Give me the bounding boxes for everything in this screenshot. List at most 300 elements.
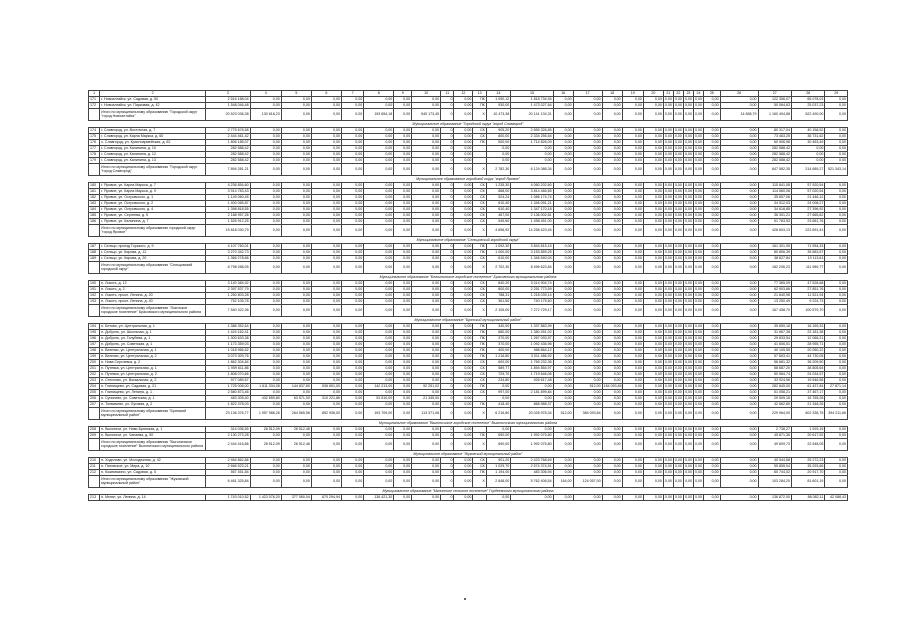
value-cell: 7 894 281,21 — [206, 164, 251, 176]
value-cell: 0,00 — [412, 97, 441, 103]
value-cell: 0,00 — [622, 336, 643, 342]
value-cell: 0,00 — [720, 244, 758, 250]
value-cell: СК — [473, 201, 486, 207]
value-cell: 0,00 — [250, 360, 281, 366]
value-cell: 602 338,75 — [791, 408, 824, 420]
column-number-cell: 25 — [703, 91, 720, 97]
address-cell: г. Яровое, ул. Калинина, д. 7 — [100, 219, 206, 225]
value-cell: 428 603,13 — [758, 225, 791, 237]
address-cell: Итого по муниципальному образованию городской округ "город Яровое" — [100, 225, 206, 237]
value-cell: 0,00 — [703, 183, 720, 189]
value-cell: 0,00 — [622, 342, 643, 348]
value-cell: 4 236 854,60 — [206, 183, 251, 189]
value-cell: 57 653,41 — [758, 354, 791, 360]
address-cell: г. Сельцо, ул. Кирова, д. 20 — [100, 256, 206, 262]
value-cell: 0,00 — [553, 164, 573, 176]
value-cell: ПК — [473, 384, 486, 390]
value-cell: 0,00 — [694, 366, 702, 371]
value-cell: 0,00 — [394, 140, 412, 146]
value-cell: 0,00 — [674, 354, 682, 359]
value-cell: 0,00 — [602, 287, 622, 293]
value-cell: 0,00 — [553, 195, 573, 201]
value-cell: 0,00 — [703, 470, 720, 476]
value-cell: 0,00 — [364, 390, 394, 396]
value-cell: 0,00 — [394, 324, 412, 330]
value-cell: 0,00 — [311, 293, 341, 299]
value-cell: 500,00 — [486, 140, 511, 146]
value-cell: 0,00 — [674, 342, 682, 347]
value-cell: 115 841,08 — [758, 183, 791, 189]
value-cell: 92 251,02 — [412, 384, 441, 390]
value-cell: 40 105,55 — [758, 348, 791, 354]
value-cell: 0,00 — [311, 256, 341, 262]
value-cell: 36 301,21 — [758, 213, 791, 219]
value-cell: СК — [473, 287, 486, 293]
value-cell: 0,00 — [643, 262, 663, 274]
value-cell: 0,00 — [341, 250, 363, 256]
value-cell: 0,00 — [281, 140, 311, 146]
value-cell: 0,00 — [573, 207, 602, 213]
value-cell: 0,00 — [553, 158, 573, 164]
value-cell: 0,00 — [643, 348, 663, 354]
value-cell: 589,77 — [486, 366, 511, 372]
value-cell: 0,00 — [825, 262, 848, 274]
value-cell: 0,00 — [454, 195, 473, 201]
value-cell: 0 — [441, 348, 454, 354]
value-cell: 0 — [441, 97, 454, 103]
value-cell: 0,00 — [694, 152, 702, 157]
address-cell: г. Яровое, ул. Сергеева, д. 5 — [100, 213, 206, 219]
value-cell: 0,00 — [643, 201, 663, 207]
value-cell: 0,00 — [394, 402, 412, 408]
value-cell: 0,00 — [341, 495, 363, 501]
value-cell: 0,00 — [674, 372, 682, 377]
value-cell: 670 294,94 — [311, 495, 341, 501]
value-cell: 0,00 — [643, 390, 663, 396]
value-cell: 0,00 — [825, 476, 848, 488]
value-cell: 0,00 — [311, 183, 341, 189]
value-cell: 0,00 — [643, 207, 663, 213]
value-cell: 0,00 — [674, 183, 682, 188]
value-cell: 0,00 — [454, 324, 473, 330]
value-cell: 0,00 — [394, 427, 412, 433]
value-cell: 282 588,42 — [206, 158, 251, 164]
value-cell: 0,00 — [703, 330, 720, 336]
row-number-cell — [89, 439, 100, 451]
value-cell: 0,00 — [364, 342, 394, 348]
value-cell: 0,00 — [694, 293, 702, 298]
value-cell: 0,00 — [394, 158, 412, 164]
value-cell: 977 089,57 — [206, 378, 251, 384]
value-cell: 0,00 — [602, 396, 622, 402]
value-cell: 0,00 — [281, 360, 311, 366]
value-cell: 0,00 — [553, 281, 573, 287]
value-cell: 0,00 — [703, 225, 720, 237]
value-cell: 0,00 — [250, 366, 281, 372]
value-cell: 0,00 — [673, 439, 683, 451]
value-cell: СК — [473, 207, 486, 213]
value-cell: 0,00 — [703, 354, 720, 360]
value-cell: 0,00 — [412, 342, 441, 348]
value-cell: 0,00 — [364, 201, 394, 207]
value-cell: 0,00 — [394, 372, 412, 378]
value-cell: 0,00 — [553, 183, 573, 189]
value-cell: 0,00 — [454, 109, 473, 121]
value-cell: 0,00 — [602, 348, 622, 354]
value-cell: 0,00 — [703, 164, 720, 176]
value-cell: 0,00 — [643, 250, 663, 256]
value-cell: 0,00 — [694, 287, 702, 292]
value-cell: 0,00 — [364, 470, 394, 476]
value-cell: 7 540 322,36 — [206, 305, 251, 317]
value-cell: 31 667,38 — [758, 330, 791, 336]
value-cell: 182 206,23 — [758, 262, 791, 274]
value-cell: 0,00 — [341, 109, 363, 121]
value-cell: 0 — [441, 336, 454, 342]
value-cell: 0,00 — [674, 433, 682, 438]
value-cell: 0,00 — [250, 470, 281, 476]
value-cell: 144 837,80 — [281, 384, 311, 390]
value-cell: 0,00 — [674, 207, 682, 212]
value-cell: 0,00 — [553, 330, 573, 336]
value-cell: 0,00 — [694, 183, 702, 188]
address-cell: п. Доброть, ул. Голубева, д. 1 — [100, 336, 206, 342]
value-cell: 282 588,42 — [206, 152, 251, 158]
value-cell: 0,00 — [703, 408, 720, 420]
value-cell: 0,00 — [341, 207, 363, 213]
value-cell: 0,00 — [394, 262, 412, 274]
value-cell: 0,00 — [643, 299, 663, 305]
address-cell: г. Новоалтайск, ул. Садовая, д. 50 — [100, 97, 206, 103]
value-cell: 0,00 — [412, 213, 441, 219]
page-marker-dot — [464, 598, 466, 600]
value-cell: 0,00 — [825, 324, 848, 330]
value-cell: 0,00 — [673, 476, 683, 488]
value-cell: 0,00 — [674, 97, 682, 102]
value-cell: 512,00 — [553, 408, 573, 420]
value-cell: 0,00 — [622, 305, 643, 317]
value-cell: 0 — [441, 262, 454, 274]
value-cell: 0,00 — [454, 189, 473, 195]
column-number-cell: 17 — [573, 91, 602, 97]
value-cell: 0,00 — [394, 97, 412, 103]
value-cell: 0,00 — [311, 103, 341, 109]
value-cell: 0,00 — [825, 305, 848, 317]
row-number-cell: 212 — [89, 470, 100, 476]
address-cell: Итого по муниципальному образованию "Брянский муниципальный район" — [100, 408, 206, 420]
value-cell: 0,00 — [281, 281, 311, 287]
value-cell: 0,00 — [394, 299, 412, 305]
value-cell: 0,00 — [364, 293, 394, 299]
value-cell: 0 — [441, 330, 454, 336]
value-cell: 0,00 — [250, 348, 281, 354]
value-cell: 0,00 — [643, 458, 663, 464]
value-cell: 0,00 — [602, 189, 622, 195]
value-cell: 0,00 — [602, 299, 622, 305]
value-cell: 0,00 — [673, 164, 683, 176]
value-cell: 0,00 — [311, 213, 341, 219]
value-cell: 51 763,53 — [758, 219, 791, 225]
value-cell: 0,00 — [622, 439, 643, 451]
value-cell: 0,00 — [394, 354, 412, 360]
value-cell: 0 — [441, 299, 454, 305]
value-cell: 0,00 — [694, 360, 702, 365]
value-cell: 1 424 162,41 — [206, 330, 251, 336]
value-cell: 2 580 873,46 — [206, 390, 251, 396]
value-cell: 0,00 — [412, 324, 441, 330]
value-cell: 4 060 202,60 — [511, 183, 553, 189]
section-heading-row — [89, 317, 848, 324]
column-number-cell: 5 — [281, 91, 311, 97]
value-cell: 122 356,07 — [758, 97, 791, 103]
value-cell: ПК — [473, 433, 486, 439]
address-cell: п. Толмачево, ул. Луговая, д. 2 — [100, 402, 206, 408]
value-cell: 0,00 — [720, 372, 758, 378]
value-cell: 0,00 — [412, 366, 441, 372]
value-cell: 0,00 — [674, 324, 682, 329]
value-cell: 0,00 — [511, 146, 553, 152]
value-cell: 0,00 — [553, 354, 573, 360]
value-cell: 20 523 036,38 — [206, 109, 251, 121]
value-cell: 0,00 — [454, 134, 473, 140]
value-cell: 3 073 309,76 — [206, 354, 251, 360]
value-cell: 88 082,11 — [791, 495, 824, 501]
value-cell: 0,00 — [643, 330, 663, 336]
value-cell: 0 — [441, 372, 454, 378]
value-cell: 0,00 — [825, 354, 848, 360]
row-number-cell: 186 — [89, 219, 100, 225]
value-cell: 0,00 — [573, 134, 602, 140]
value-cell: 0,00 — [311, 439, 341, 451]
value-cell: 0,00 — [674, 299, 682, 304]
value-cell: 0 — [441, 408, 454, 420]
value-cell: 0,00 — [394, 219, 412, 225]
row-number-cell — [89, 225, 100, 237]
value-cell: 0,00 — [703, 213, 720, 219]
value-cell: 37 467,17 — [791, 390, 824, 396]
address-cell: г. Славгород, ул. Калинина, д. 12 — [100, 152, 206, 158]
value-cell: 0,00 — [250, 164, 281, 176]
value-cell: СК — [473, 458, 486, 464]
value-cell: 0,00 — [664, 390, 672, 395]
value-cell: 0,00 — [454, 281, 473, 287]
value-cell: 0,00 — [825, 244, 848, 250]
value-cell: 0,00 — [684, 293, 692, 298]
value-cell: 0,00 — [281, 458, 311, 464]
value-cell: 483 306,94 — [511, 470, 553, 476]
value-cell: 1 957 988,26 — [250, 408, 281, 420]
value-cell: 0,00 — [454, 256, 473, 262]
value-cell: 0,00 — [281, 390, 311, 396]
value-cell: 0,00 — [364, 195, 394, 201]
value-cell: 0,00 — [643, 495, 663, 501]
value-cell: 36 731,62 — [791, 134, 824, 140]
value-cell: 0,00 — [664, 183, 672, 188]
column-number-cell: 9 — [394, 91, 412, 97]
value-cell: 0,00 — [341, 336, 363, 342]
value-cell: 0 — [441, 250, 454, 256]
value-cell: 0,00 — [454, 378, 473, 384]
value-cell: 0,00 — [250, 140, 281, 146]
value-cell: 0,00 — [643, 324, 663, 330]
value-cell: 852 936,00 — [311, 408, 341, 420]
value-cell: 0,00 — [364, 378, 394, 384]
value-cell: 0,00 — [602, 495, 622, 501]
value-cell: 0 — [441, 207, 454, 213]
value-cell: 0,00 — [825, 201, 848, 207]
value-cell: 0,00 — [663, 305, 673, 317]
value-cell: 0 — [441, 293, 454, 299]
value-cell: 0,00 — [394, 109, 412, 121]
value-cell: 0,00 — [394, 213, 412, 219]
value-cell: 377 060,04 — [281, 495, 311, 501]
value-cell: 0,00 — [364, 433, 394, 439]
row-number-cell — [89, 164, 100, 176]
value-cell: 2 464 862,86 — [206, 458, 251, 464]
subtotal-row — [89, 305, 848, 317]
value-cell: 512,00 — [573, 384, 602, 390]
value-cell: 0,00 — [412, 262, 441, 274]
address-cell: г. Славгород, ул. Карла Маркса, д. 60 — [100, 134, 206, 140]
value-cell: 0,00 — [664, 342, 672, 347]
value-cell: 1 719 646,06 — [511, 372, 553, 378]
value-cell: 0,00 — [643, 195, 663, 201]
value-cell: 0,00 — [454, 366, 473, 372]
value-cell: 2 397 537,79 — [206, 287, 251, 293]
value-cell: 0,00 — [622, 390, 643, 396]
value-cell: 0,00 — [664, 256, 672, 261]
value-cell: 0,00 — [250, 128, 281, 134]
column-number-cell: 18 — [602, 91, 622, 97]
value-cell: 0,00 — [281, 134, 311, 140]
value-cell: 729,70 — [486, 372, 511, 378]
value-cell: 610,40 — [486, 207, 511, 213]
value-cell: 0,00 — [281, 219, 311, 225]
value-cell: 214 689,27 — [791, 164, 824, 176]
value-cell: 0,00 — [341, 378, 363, 384]
address-cell: Итого по муниципальному образованию "Сельцовский городской округ" — [100, 262, 206, 274]
value-cell: 0,00 — [694, 158, 702, 163]
value-cell: 0,00 — [673, 408, 683, 420]
value-cell: 0,00 — [684, 378, 692, 383]
value-cell: 22 548,05 — [791, 439, 824, 451]
value-cell: 0,00 — [674, 336, 682, 341]
value-cell: 2 775 678,58 — [206, 128, 251, 134]
column-number-cell: 28 — [791, 91, 824, 97]
value-cell: 0,00 — [341, 219, 363, 225]
value-cell: 0,00 — [250, 372, 281, 378]
value-cell: 0,00 — [720, 390, 758, 396]
value-cell: 0,00 — [684, 470, 692, 475]
value-cell: 0,00 — [341, 384, 363, 390]
value-cell: 71 954,33 — [791, 244, 824, 250]
address-cell: г. Славгород, ул. Калинина, д. 10 — [100, 146, 206, 152]
value-cell: 0,00 — [553, 366, 573, 372]
value-cell: 0,00 — [602, 103, 622, 109]
value-cell: 1 300 633,38 — [206, 336, 251, 342]
value-cell: 50 584,74 — [758, 372, 791, 378]
value-cell: 0,00 — [643, 225, 663, 237]
value-cell: 0,00 — [311, 458, 341, 464]
value-cell: 0,00 — [281, 330, 311, 336]
value-cell: 0,00 — [553, 470, 573, 476]
value-cell: 0,00 — [694, 433, 702, 438]
value-cell: 0,00 — [674, 402, 682, 407]
value-cell: 0,00 — [720, 207, 758, 213]
value-cell: 222 691,41 — [791, 225, 824, 237]
value-cell: 58 687,20 — [758, 366, 791, 372]
address-cell: г. Славгород, ул. Восточная, д. 7 — [100, 128, 206, 134]
value-cell: 0,00 — [311, 354, 341, 360]
value-cell: 0,00 — [703, 219, 720, 225]
value-cell: 21 840,98 — [758, 293, 791, 299]
value-cell: 0,00 — [643, 183, 663, 189]
value-cell: 164,00 — [553, 476, 573, 488]
value-cell: 0,00 — [622, 458, 643, 464]
value-cell: 0,00 — [311, 189, 341, 195]
value-cell: 0,00 — [250, 219, 281, 225]
value-cell: СК — [473, 134, 486, 140]
value-cell: ПК — [473, 342, 486, 348]
value-cell: 1 959 611,86 — [206, 366, 251, 372]
value-cell: 0,00 — [703, 305, 720, 317]
value-cell: 0 — [441, 439, 454, 451]
value-cell: 0,00 — [674, 152, 682, 157]
value-cell: 0,00 — [602, 439, 622, 451]
address-cell: Итого по муниципальному образованию "Городской округ "город Новоалтайск" — [100, 109, 206, 121]
value-cell: 0,00 — [720, 287, 758, 293]
value-cell: 0 — [441, 152, 454, 158]
value-cell: 0,00 — [674, 244, 682, 249]
address-cell: п. Стеклово, ул. Вокзальная, д. 2 — [100, 378, 206, 384]
value-cell: 7 272 729,17 — [511, 305, 553, 317]
value-cell: 0,00 — [553, 225, 573, 237]
value-cell: 57 920,54 — [791, 183, 824, 189]
value-cell: 0,00 — [573, 464, 602, 470]
value-cell: 0,00 — [311, 201, 341, 207]
value-cell: 0,00 — [412, 372, 441, 378]
value-cell: 1 149 060,45 — [206, 195, 251, 201]
value-cell: 0,00 — [694, 390, 702, 395]
value-cell: 282 588,42 — [758, 146, 791, 152]
value-cell: 0,00 — [341, 201, 363, 207]
address-cell: Итого по муниципальному образованию "Локотское городское поселение" Брасовского муниципального района — [100, 305, 206, 317]
value-cell: 0,00 — [684, 360, 692, 365]
value-cell: 0,00 — [684, 342, 692, 347]
value-cell: 0,00 — [250, 225, 281, 237]
value-cell: 0,00 — [394, 256, 412, 262]
value-cell: 0,00 — [663, 109, 673, 121]
column-number-cell: 6 — [311, 91, 341, 97]
value-cell: 1 092 436,96 — [511, 342, 553, 348]
value-cell: 0,00 — [394, 384, 412, 390]
value-cell: 1 611 334,08 — [250, 384, 281, 390]
value-cell: 0,00 — [602, 219, 622, 225]
value-cell: 0,00 — [720, 336, 758, 342]
value-cell: 0,00 — [825, 213, 848, 219]
value-cell: 0,00 — [602, 464, 622, 470]
value-cell: 0,00 — [311, 97, 341, 103]
value-cell: 0,00 — [486, 146, 511, 152]
value-cell: 124 057,00 — [573, 476, 602, 488]
value-cell: 25 272,23 — [791, 458, 824, 464]
address-cell: п. Бетово, ул. Центральная, д. 1 — [100, 324, 206, 330]
value-cell: 0,00 — [281, 366, 311, 372]
value-cell: 0,00 — [454, 427, 473, 433]
value-cell: X — [473, 225, 486, 237]
value-cell: 0,00 — [311, 390, 341, 396]
value-cell: 0,00 — [341, 408, 363, 420]
